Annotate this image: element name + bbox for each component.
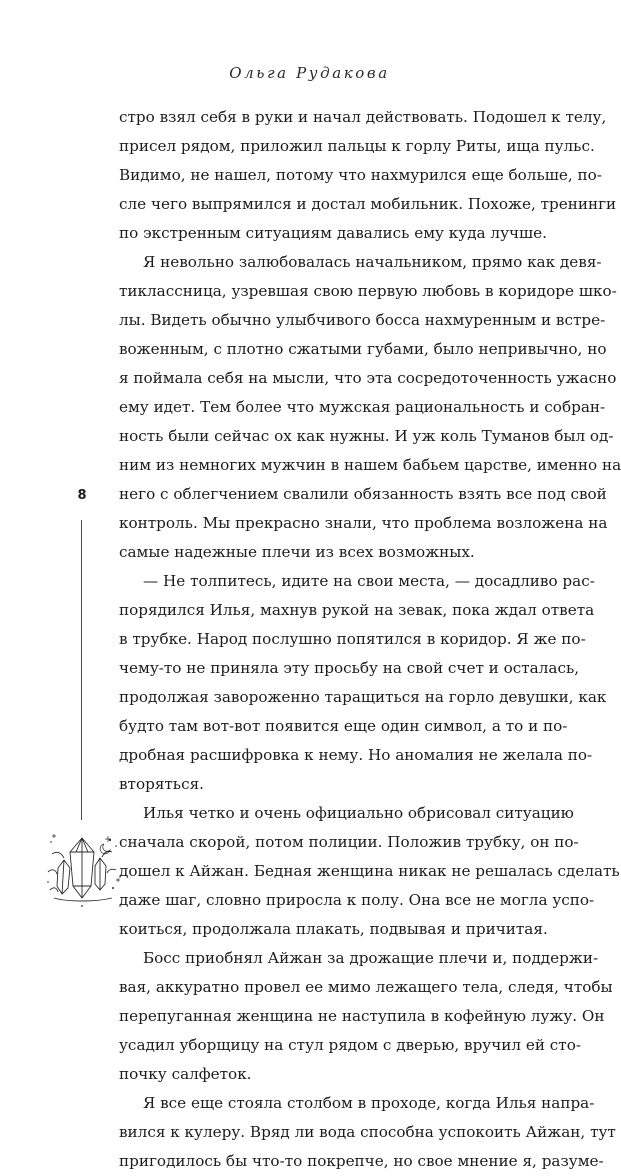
text-line: Я невольно залюбовалась начальником, прямо как девя-	[143, 253, 602, 271]
text-line: дошел к Айжан. Бедная женщина никак не решалась сделать	[119, 862, 620, 880]
text-line: коиться, продолжала плакать, подвывая и причитая.	[119, 920, 548, 938]
text-line: вторяться.	[119, 775, 204, 793]
text-line: продолжая завороженно таращиться на горло девушки, как	[119, 688, 607, 706]
text-line: почку салфеток.	[119, 1065, 252, 1083]
text-line: дробная расшифровка к нему. Но аномалия не желала по-	[119, 746, 593, 764]
text-line: лы. Видеть обычно улыбчивого босса нахмуренным и встре-	[119, 311, 606, 329]
text-line: будто там вот-вот появится еще один символ, а то и по-	[119, 717, 568, 735]
text-line: вился к кулеру. Вряд ли вода способна успокоить Айжан, тут	[119, 1123, 616, 1141]
text-line: воженным, с плотно сжатыми губами, было непривычно, но	[119, 340, 607, 358]
text-line: Босс приобнял Айжан за дрожащие плечи и, поддержи-	[143, 949, 599, 967]
text-line: присел рядом, приложил пальцы к горлу Риты, ища пульс.	[119, 137, 595, 155]
text-line: усадил уборщицу на стул рядом с дверью, вручил ей сто-	[119, 1036, 581, 1054]
page-number: 8	[77, 488, 87, 503]
text-line: перепуганная женщина не наступила в кофейную лужу. Он	[119, 1007, 605, 1025]
text-line: сначала скорой, потом полиции. Положив трубку, он по-	[119, 833, 579, 851]
text-line: ним из немногих мужчин в нашем бабьем царстве, именно на	[119, 456, 621, 474]
body-text	[119, 103, 621, 1176]
text-line: Илья четко и очень официально обрисовал ситуацию	[143, 804, 574, 822]
text-line: ность были сейчас ох как нужны. И уж коль Туманов был од-	[119, 427, 614, 445]
text-line: ему идет. Тем более что мужская рациональность и собран-	[119, 398, 606, 416]
text-line: сле чего выпрямился и достал мобильник. Похоже, тренинги	[119, 195, 617, 213]
text-line: пригодилось бы что-то покрепче, но свое мнение я, разуме-	[119, 1152, 604, 1170]
text-line: чему-то не приняла эту просьбу на свой счет и осталась,	[119, 659, 580, 677]
text-line: тиклассница, узревшая свою первую любовь в коридоре шко-	[119, 282, 617, 300]
text-line: самые надежные плечи из всех возможных.	[119, 543, 475, 561]
text-line: — Не толпитесь, идите на свои места, — досадливо рас-	[143, 572, 595, 590]
text-line: я поймала себя на мысли, что эта сосредоточенность ужасно	[119, 369, 617, 387]
text-line: Я все еще стояла столбом в проходе, когда Илья напра-	[143, 1094, 595, 1112]
text-line: в трубке. Народ послушно попятился в коридор. Я же по-	[119, 630, 586, 648]
text-line: даже шаг, словно приросла к полу. Она все не могла успо-	[119, 891, 595, 909]
crystal-ornament-icon	[42, 828, 124, 910]
margin-rule	[81, 520, 82, 820]
text-line: него с облегчением свалили обязанность взять все под свой	[119, 485, 607, 503]
text-line: порядился Илья, махнув рукой на зевак, пока ждал ответа	[119, 601, 595, 619]
text-line: стро взял себя в руки и начал действовать. Подошел к телу,	[119, 108, 607, 126]
text-line: контроль. Мы прекрасно знали, что проблема возложена на	[119, 514, 608, 532]
running-head: Ольга Рудакова	[229, 64, 390, 82]
text-line: по экстренным ситуациям давались ему куда лучше.	[119, 224, 547, 242]
text-line: вая, аккуратно провел ее мимо лежащего тела, следя, чтобы	[119, 978, 613, 996]
text-line: Видимо, не нашел, потому что нахмурился еще больше, по-	[119, 166, 602, 184]
